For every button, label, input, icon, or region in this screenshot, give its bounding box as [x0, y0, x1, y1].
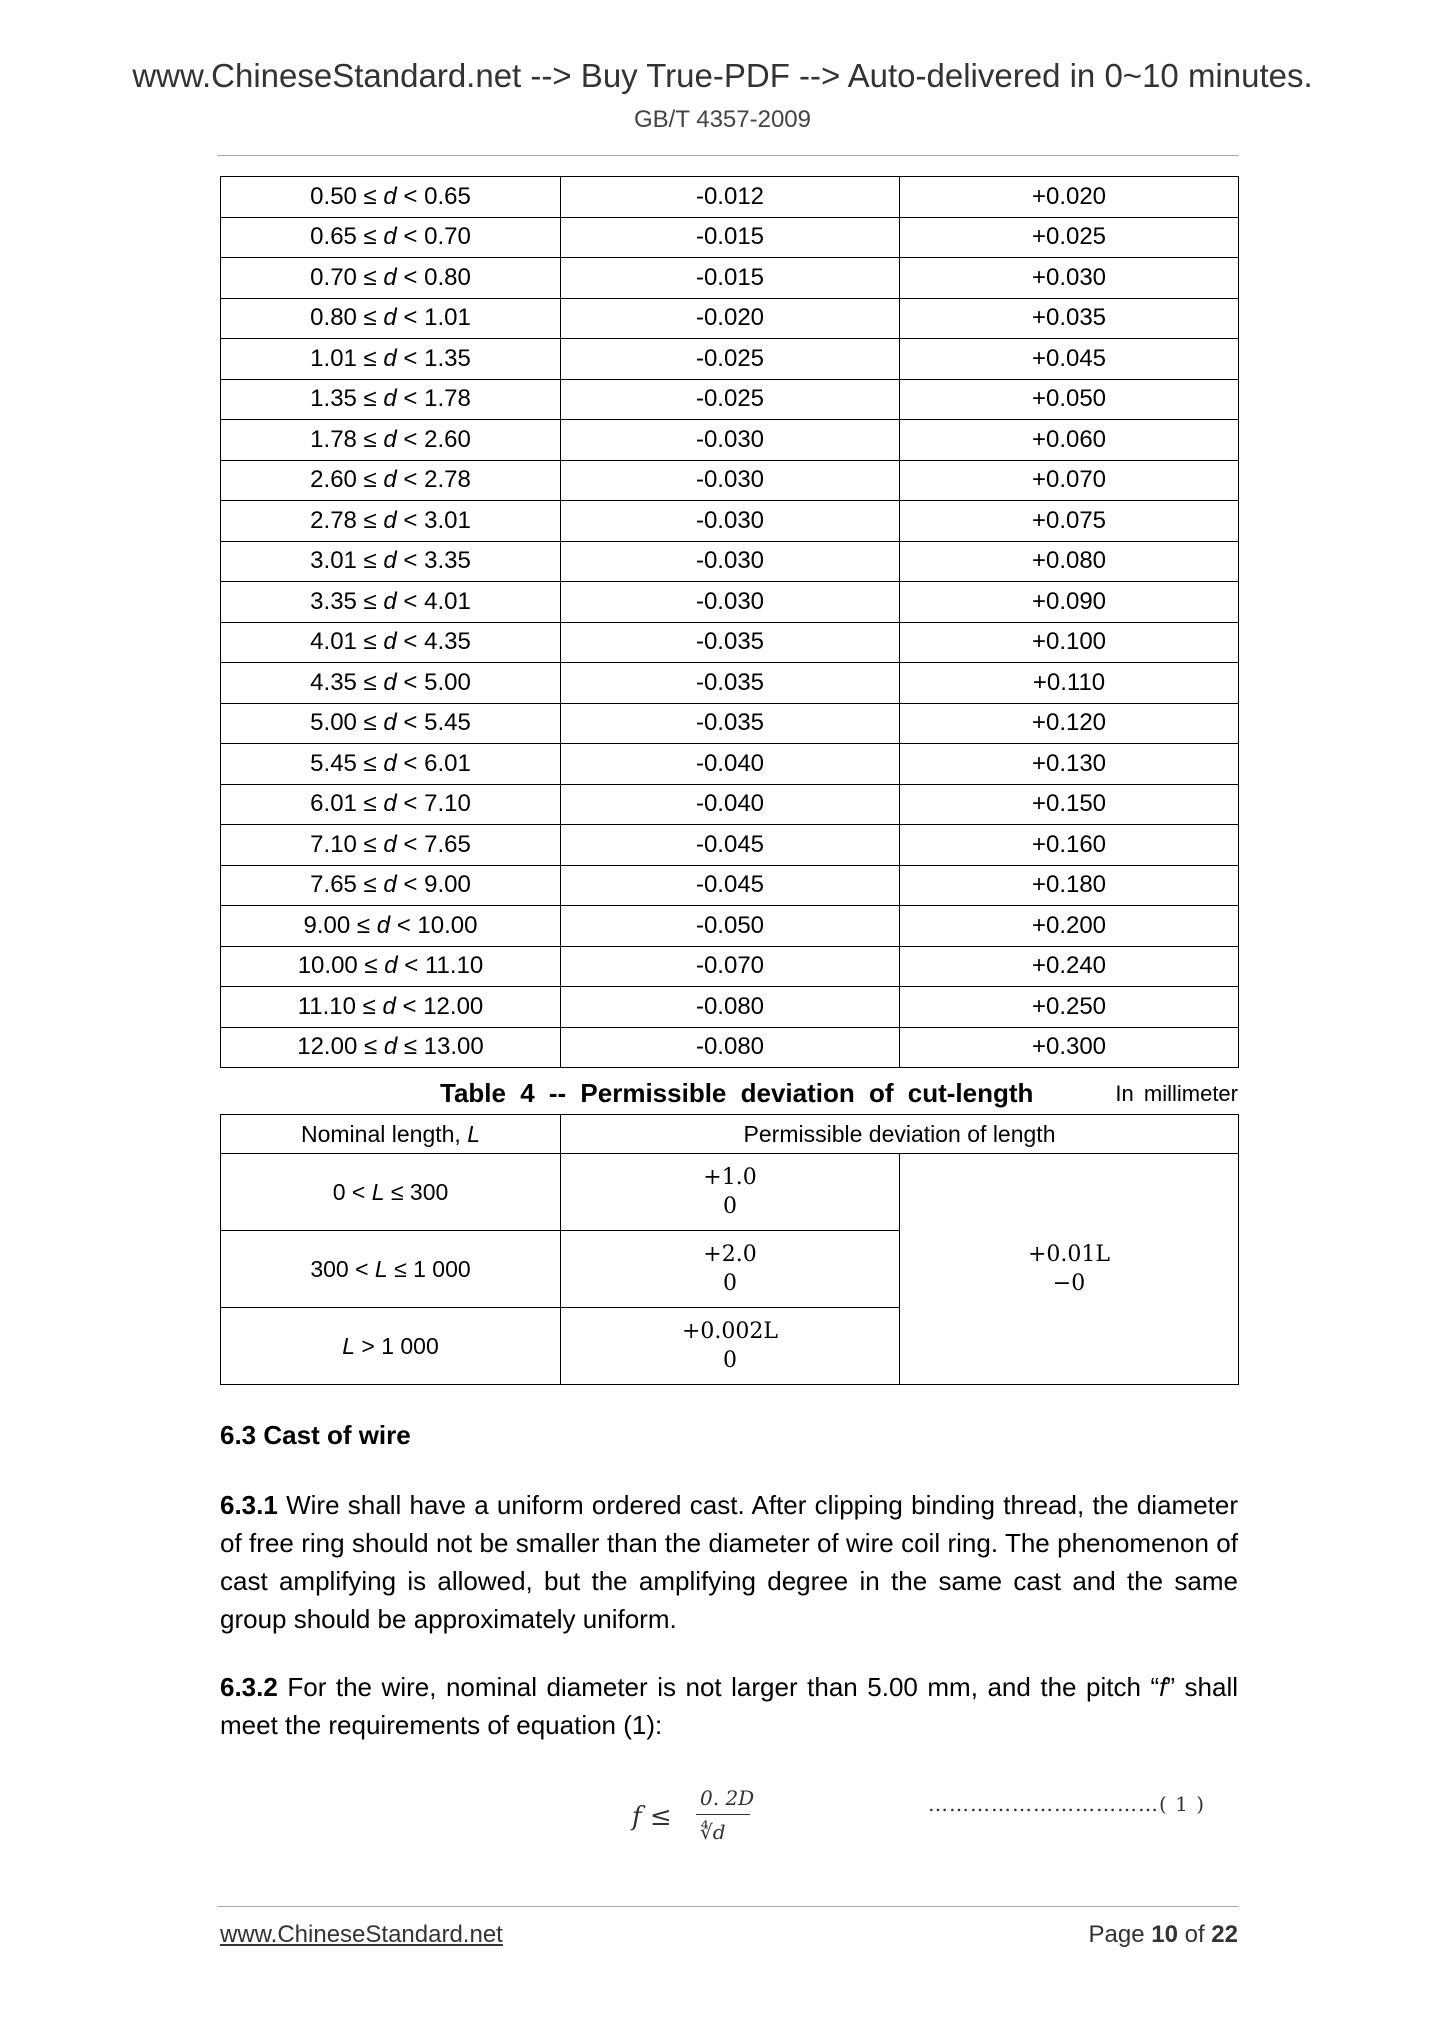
table-row	[221, 177, 1239, 218]
header-site-line: www.ChineseStandard.net --> Buy True-PDF --> Auto-delivered in 0~10 minutes.	[132, 57, 1313, 94]
diameter-range: 5.00 ≤ d < 5.45	[221, 703, 561, 744]
lower-deviation: -0.025	[561, 339, 900, 380]
lower-deviation: -0.040	[561, 744, 900, 785]
table4-header-row	[221, 1115, 1239, 1154]
diameter-range: 6.01 ≤ d < 7.10	[221, 784, 561, 825]
upper-deviation: +0.080	[900, 541, 1239, 582]
deviation-lower: 0	[723, 1271, 737, 1296]
length-deviation	[561, 1154, 900, 1231]
footer-divider	[217, 1906, 1239, 1907]
table-row	[221, 420, 1239, 461]
table-row	[221, 663, 1239, 704]
lower-deviation: -0.030	[561, 501, 900, 542]
diameter-range: 1.35 ≤ d < 1.78	[221, 379, 561, 420]
upper-deviation: +0.020	[900, 177, 1239, 218]
equation-number: ……………………………( 1 )	[928, 1792, 1206, 1816]
upper-deviation: +0.130	[900, 744, 1239, 785]
diameter-range: 11.10 ≤ d < 12.00	[221, 987, 561, 1028]
merged-deviation-cell	[900, 1154, 1239, 1385]
diameter-range: 0.50 ≤ d < 0.65	[221, 177, 561, 218]
section-heading: 6.3 Cast of wire	[220, 1420, 411, 1450]
page-of: of	[1184, 1921, 1205, 1948]
diameter-range: 7.10 ≤ d < 7.65	[221, 825, 561, 866]
equation-numerator: 0. 2D	[700, 1786, 755, 1810]
diameter-range: 0.70 ≤ d < 0.80	[221, 258, 561, 299]
lower-deviation: -0.045	[561, 865, 900, 906]
diameter-range: 5.45 ≤ d < 6.01	[221, 744, 561, 785]
lower-deviation: -0.035	[561, 663, 900, 704]
pitch-equation	[628, 1778, 778, 1858]
table-row	[221, 501, 1239, 542]
upper-deviation: +0.200	[900, 906, 1239, 947]
diameter-range: 4.35 ≤ d < 5.00	[221, 663, 561, 704]
diameter-range: 2.78 ≤ d < 3.01	[221, 501, 561, 542]
table4-title: Table 4 -- Permissible deviation of cut-length	[440, 1078, 1034, 1108]
diameter-range: 2.60 ≤ d < 2.78	[221, 460, 561, 501]
equation-lhs: f ≤	[632, 1802, 672, 1832]
lower-deviation: -0.050	[561, 906, 900, 947]
table-row	[221, 582, 1239, 623]
upper-deviation: +0.050	[900, 379, 1239, 420]
upper-deviation: +0.030	[900, 258, 1239, 299]
upper-deviation: +0.090	[900, 582, 1239, 623]
footer-site-link[interactable]: www.ChineseStandard.net	[220, 1921, 503, 1948]
diameter-range: 4.01 ≤ d < 4.35	[221, 622, 561, 663]
table-row	[221, 298, 1239, 339]
upper-deviation: +0.180	[900, 865, 1239, 906]
deviation-lower: 0	[723, 1348, 737, 1373]
table-row	[221, 865, 1239, 906]
upper-deviation: +0.300	[900, 1027, 1239, 1068]
equation-denominator: ∜d	[700, 1820, 726, 1844]
diameter-range: 1.01 ≤ d < 1.35	[221, 339, 561, 380]
upper-deviation: +0.060	[900, 420, 1239, 461]
lower-deviation: -0.030	[561, 582, 900, 623]
diameter-range: 9.00 ≤ d < 10.00	[221, 906, 561, 947]
table4-unit: In millimeter	[1115, 1081, 1238, 1106]
diameter-range: 3.01 ≤ d < 3.35	[221, 541, 561, 582]
table-row	[221, 339, 1239, 380]
deviation-upper: +0.002L	[681, 1319, 779, 1344]
table-row	[221, 825, 1239, 866]
diameter-range: 10.00 ≤ d < 11.10	[221, 946, 561, 987]
table-row	[221, 541, 1239, 582]
diameter-range: 7.65 ≤ d < 9.00	[221, 865, 561, 906]
table-row	[221, 258, 1239, 299]
diameter-range: 12.00 ≤ d ≤ 13.00	[221, 1027, 561, 1068]
upper-deviation: +0.150	[900, 784, 1239, 825]
table-row	[221, 946, 1239, 987]
upper-deviation: +0.120	[900, 703, 1239, 744]
table-row	[221, 906, 1239, 947]
paragraph-6-3-2	[220, 1668, 1238, 1744]
current-page: 10	[1151, 1921, 1178, 1948]
table-row	[221, 460, 1239, 501]
lower-deviation: -0.045	[561, 825, 900, 866]
deviation-lower: 0	[723, 1194, 737, 1219]
table-row	[221, 1027, 1239, 1068]
diameter-range: 3.35 ≤ d < 4.01	[221, 582, 561, 623]
table-row	[221, 379, 1239, 420]
table4-caption	[220, 1078, 1238, 1112]
lower-deviation: -0.030	[561, 541, 900, 582]
lower-deviation: -0.040	[561, 784, 900, 825]
lower-deviation: -0.035	[561, 703, 900, 744]
table-row	[221, 703, 1239, 744]
page-prefix: Page	[1088, 1921, 1145, 1948]
total-pages: 22	[1211, 1921, 1238, 1948]
diameter-deviation-table	[220, 176, 1239, 1068]
clause-number: 6.3.2	[220, 1672, 278, 1702]
table4-col-nominal: Nominal length, L	[221, 1115, 561, 1154]
upper-deviation: +0.100	[900, 622, 1239, 663]
diameter-range: 0.65 ≤ d < 0.70	[221, 217, 561, 258]
fraction-bar	[696, 1814, 750, 1815]
lower-deviation: -0.080	[561, 1027, 900, 1068]
clause-number: 6.3.1	[220, 1490, 278, 1520]
deviation-upper: +1.0	[703, 1165, 757, 1190]
upper-deviation: +0.110	[900, 663, 1239, 704]
lower-deviation: -0.080	[561, 987, 900, 1028]
header-standard-number: GB/T 4357-2009	[633, 106, 811, 133]
table-row	[221, 217, 1239, 258]
diameter-range: 0.80 ≤ d < 1.01	[221, 298, 561, 339]
nominal-length-range: 300 < L ≤ 1 000	[221, 1231, 561, 1308]
table-row	[221, 744, 1239, 785]
lower-deviation: -0.070	[561, 946, 900, 987]
upper-deviation: +0.250	[900, 987, 1239, 1028]
upper-deviation: +0.070	[900, 460, 1239, 501]
lower-deviation: -0.025	[561, 379, 900, 420]
upper-deviation: +0.025	[900, 217, 1239, 258]
table-row	[221, 987, 1239, 1028]
upper-deviation: +0.160	[900, 825, 1239, 866]
diameter-range: 1.78 ≤ d < 2.60	[221, 420, 561, 461]
length-deviation	[561, 1308, 900, 1385]
lower-deviation: -0.030	[561, 460, 900, 501]
upper-deviation: +0.075	[900, 501, 1239, 542]
paragraph-text: Wire shall have a uniform ordered cast. After clipping binding thread, the diameter of free ring should not be smaller than the diameter of wire coil ring. The phenomenon of cast amplifying is allowed, but the amplifying degree in the same cast and the same group should be approximately uniform.	[220, 1490, 1239, 1634]
upper-deviation: +0.045	[900, 339, 1239, 380]
lower-deviation: -0.012	[561, 177, 900, 218]
table-row	[221, 784, 1239, 825]
paragraph-6-3-1	[220, 1486, 1238, 1638]
table-row	[221, 622, 1239, 663]
lower-deviation: -0.030	[561, 420, 900, 461]
merged-deviation-lower: −0	[1052, 1271, 1086, 1296]
table-row	[221, 1154, 1239, 1231]
nominal-length-range: 0 < L ≤ 300	[221, 1154, 561, 1231]
lower-deviation: -0.035	[561, 622, 900, 663]
upper-deviation: +0.240	[900, 946, 1239, 987]
length-deviation	[561, 1231, 900, 1308]
paragraph-text: For the wire, nominal diameter is not larger than 5.00 mm, and the pitch “f” shall meet the requirements of equation (1):	[220, 1672, 1238, 1740]
header-divider	[217, 155, 1239, 156]
cut-length-deviation-table	[220, 1114, 1239, 1385]
upper-deviation: +0.035	[900, 298, 1239, 339]
deviation-upper: +2.0	[703, 1242, 757, 1267]
page-number	[1089, 1921, 1239, 1949]
lower-deviation: -0.015	[561, 258, 900, 299]
lower-deviation: -0.020	[561, 298, 900, 339]
lower-deviation: -0.015	[561, 217, 900, 258]
merged-deviation-upper: +0.01L	[1027, 1242, 1111, 1267]
nominal-length-range: L > 1 000	[221, 1308, 561, 1385]
table4-col-deviation: Permissible deviation of length	[561, 1115, 1239, 1154]
